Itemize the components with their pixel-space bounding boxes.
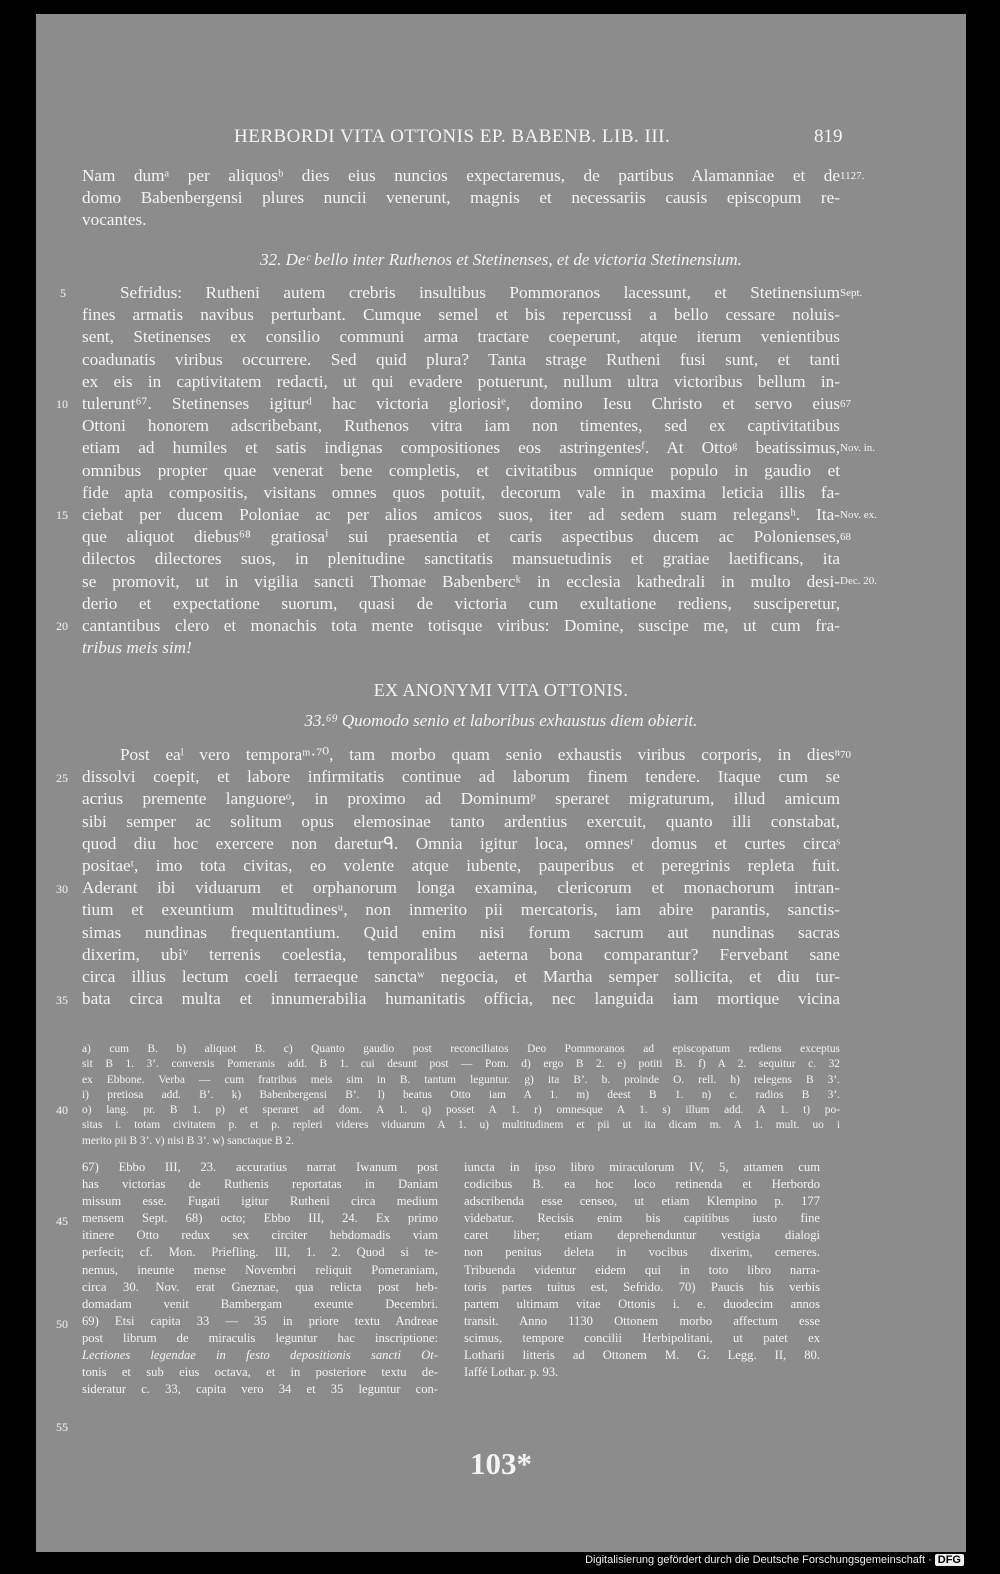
text-line: ex eis in captivitatem redacti, ut qui evadere potuerunt, nullum ultra victoribus bellum in- [82,371,840,391]
note-line: mensem Sept. 68) octo; Ebbo III, 24. Ex primo [82,1211,438,1226]
text-line: Post eaˡ vero temporaᵐ·⁷⁰, tam morbo quam senio exhaustis viribus corporis, in diesⁿ [120,745,840,764]
text-line: acrius premente languoreᵒ, in proximo ad Dominumᵖ speraret migraturum, illud amicum [82,789,840,809]
margin-note-ref: 70 [840,749,851,761]
text-line: bata circa multa et innumerabilia humanitatis officia, nec languida iam mortique vicina [82,989,840,1009]
note-line: missum esse. Fugati igitur Rutheni circa medium [82,1194,438,1209]
note-line: sideratur c. 33, capita vero 34 et 35 leguntur con- [82,1382,438,1397]
line-number: 35 [56,993,68,1007]
apparatus-line: sitas i. totam civitatem p. et p. repleri videres viduarum A 1. u) multitudinem et pii ut ita dicam m. A 1. mult. uo i [82,1119,840,1132]
text-line: Sefridus: Rutheni autem crebris insultibus Pommoranos lacessunt, et Stetinensium [120,283,840,302]
apparatus-line: ex Ebbone. Verba — cum fratribus meis sim in B. tantum leguntur. g) ita B’. b. proinde O. rell. h) relegens B 3’. [82,1073,840,1086]
note-line: scimus, tempore concilii Herbipolitani, ut patet ex [464,1330,820,1345]
note-line: nemus, ineunte mense Novembri reliquit Pomeraniam, [82,1262,438,1277]
note-line: codicibus B. ea hoc loco retinenda et Herbordo [464,1177,820,1192]
running-header [36,126,966,156]
note-line: tonis et sub eius octava, et in posteriore textu de- [82,1365,438,1380]
note-line: Lotharii litteris ad Ottonem M. G. Legg. II, 80. [464,1348,820,1363]
note-line: Lectiones legendae in festo depositionis sancti Ot- [82,1348,438,1363]
text-line: dixerim, ubiᵛ terrenis coelestia, temporalibus aeterna bona comparantur? Fervebant sane [82,944,840,964]
line-number: 15 [56,508,68,522]
text-line: cantantibus clero et monachis tota mente totisque viribus: Domine, suscipe me, ut cum fra- [82,616,840,636]
line-number: 20 [56,619,68,633]
note-line: has victorias de Ruthenis reportatas in Daniam [82,1177,438,1192]
text-line: coadunatis viribus occurrere. Sed quid plura? Tanta strage Rutheni fusi sunt, et tanti [82,349,840,369]
note-line: domadam venit Bambergam exeunte Decembri. [82,1296,438,1311]
note-line: toris partes tuitus est, Sefrido. 70) Paucis his verbis [464,1279,820,1294]
note-line: adscribenda esse censeo, ut etiam Klempino p. 177 [464,1194,820,1209]
chapter-33-heading: 33.⁶⁹ Quomodo senio et laboribus exhaustus diem obierit. [304,711,698,730]
chapter-32-heading: 32. Deᶜ bello inter Ruthenos et Stetinenses, et de victoria Stetinensium. [260,250,742,269]
margin-date: Nov. in. [840,442,876,454]
note-line: caret liber; etiam deprehenduntur vestigia dialogi [464,1228,820,1243]
text-line: tium et exeuntium multitudinesᵘ, non inmerito pii mercatoris, iam abire parantis, sanctis- [82,900,840,920]
note-line: itinere Otto redux sex circiter hebdomadis viam [82,1228,438,1243]
text-line: derio et expectatione suorum, quasi de victoria cum exultatione rediens, susciperetur, [82,593,840,613]
section-title: EX ANONYMI VITA OTTONIS. [373,680,629,700]
text-line: ciebat per ducem Poloniae ac per alios amicos suos, iter ad sedem suam relegansʰ. Ita- [82,505,840,525]
margin-note-ref: 68 [840,531,851,543]
digitization-credit [585,1554,964,1566]
note-line: partem ultimam vitae Ottonis i. e. duodecim annos [464,1296,820,1311]
line-number: 50 [56,1317,68,1331]
apparatus-line: a) cum B. b) aliquot B. c) Quanto gaudio post reconciliatos Deo Pommoranos ad episcopatum rediens exceptus [82,1043,840,1055]
text-line: dilectos dilectores suos, in plenitudine sanctitatis mansuetudinis et gratiae laetificans, ita [82,549,840,569]
text-line: Ottoni honorem adscribebant, Ruthenos vitra iam non timentes, sed ex captivitatibus [82,416,840,436]
text-line: Aderant ibi viduarum et orphanorum longa examina, clericorum et monachorum intran- [82,878,840,898]
text-line: sent, Stetinenses ex consilio communi arma tractare coeperunt, atque iterum venientibus [82,327,840,347]
margin-date: Sept. [840,287,863,299]
note-line: 67) Ebbo III, 23. accuratius narrat Iwanum post [82,1160,438,1174]
text-line: quod diu hoc exercere non dareturᑫ. Omnia igitur loca, omnesʳ domus et curtes circaˢ [82,833,840,853]
text-line: dissolvi coepit, et labore infirmitatis continue ad laborum finem tendere. Itaque cum se [82,767,840,787]
line-number: 45 [56,1214,68,1228]
notes-left-column [82,1159,438,1398]
note-line: iuncta in ipso libro miraculorum IV, 5, attamen cum [464,1160,820,1174]
note-line: Iaffé Lothar. p. 93. [464,1365,559,1380]
apparatus-line: merito pii B 3’. v) nisi B 3’. w) sanctaque B 2. [82,1134,294,1147]
line-number: 40 [56,1103,68,1117]
text-line: vocantes. [82,210,147,230]
margin-year: 1127. [840,170,865,182]
note-line: videbatur. Recisis enim bis capitibus iusto fine [464,1211,820,1226]
text-line: omnibus propter quae venerat bene completis, et civitatibus omnique populo in gaudio et [82,460,840,480]
chapter-33-text [82,744,840,1010]
book-page [36,14,966,1552]
text-line: circa illius lectum coeli terraeque sanctaʷ negocia, et Martha semper sollicita, et diu tur- [82,967,840,987]
notes-right-column [464,1159,820,1381]
chapter-32-text [82,282,840,659]
text-line: sibi semper ac solitum opus elemosinae tanto ardentius exercuit, quanto illi constabat, [82,811,840,831]
note-line: Tribuenda videntur eidem qui in toto libro narra- [464,1262,820,1277]
text-line: fide apta compositis, visitans omnes quos potuit, decorum vale in maxima leticia illis fa- [82,482,840,502]
running-title: HERBORDI VITA OTTONIS EP. BABENB. LIB. III. [234,126,671,147]
note-line: post librum de miraculis leguntur hac inscriptione: [82,1330,438,1345]
note-line: circa 30. Nov. erat Gneznae, qua relicta post heb- [82,1279,438,1294]
dfg-logo: DFG [935,1554,964,1566]
intro-paragraph [82,165,840,232]
margin-date: Nov. ex. [840,509,877,521]
margin-note-ref: 67 [840,398,851,410]
text-line: positaeᵗ, imo tota civitas, eo volente atque iubente, pauperibus et peregrinis repleta fuit. [82,856,840,876]
apparatus-line: i) pretiosa add. B’. k) Babenbergensi B’. l) beatus Otto iam A 1. m) deest B 1. n) c. radios B 3’. [82,1088,840,1101]
margin-date: Dec. 20. [840,575,877,587]
apparatus-line: o) lang. pr. B 1. p) et speraret ad dom. A 1. q) posset A 1. r) omnesque A 1. s) illum add. A 1. t) po- [82,1104,840,1117]
text-line: Nam dumᵃ per aliquosᵇ dies eius nuncios expectaremus, de partibus Alamanniae et de [82,166,840,185]
note-line: transit. Anno 1130 Ottonem morbo affectum esse [464,1313,820,1328]
line-number: 5 [60,286,66,300]
text-line: que aliquot diebus⁶⁸ gratiosaⁱ sui praesentia et caris aspectibus ducem ac Polonienses, [82,527,840,547]
text-line: simas nundinas frequentantium. Quid enim nisi forum sacrum aut nundinas sacras [82,922,840,942]
line-number: 55 [56,1420,68,1434]
line-number: 25 [56,771,68,785]
text-line: tulerunt⁶⁷. Stetinenses igiturᵈ hac victoria gloriosiᵉ, domino Iesu Christo et servo eius [82,394,840,414]
page-number: 819 [814,126,843,147]
text-line: tribus meis sim! [82,638,192,658]
credit-text: Digitalisierung gefördert durch die Deutsche Forschungsgemeinschaft · [585,1554,932,1566]
critical-apparatus [82,1042,840,1149]
note-line: perfecit; cf. Mon. Priefling. III, 1. 2. Quod si te- [82,1245,438,1260]
note-line: 69) Etsi capita 33 — 35 in priore textu Andreae [82,1313,438,1328]
note-line: non penitus deleta in vocibus dixerim, cerneres. [464,1245,820,1260]
text-line: fines armatis navibus perturbant. Cumque semel et bis repercussi a bello cessare noluis- [82,305,840,325]
line-number: 30 [56,882,68,896]
text-line: domo Babenbergensi plures nuncii venerunt, magnis et necessariis causis episcopum re- [82,188,840,208]
sheet-signature: 103* [470,1446,532,1481]
text-line: etiam ad humiles et satis indignas compositiones eos astringentesᶠ. At Ottoᵍ beatissimus, [82,438,840,458]
line-number: 10 [56,397,68,411]
apparatus-line: sit B 1. 3’. conversis Pomeranis add. B 1. cui desunt post — Pom. d) ergo B 2. e) potiti B. f) A 2. sequitur c. 32 [82,1058,840,1071]
text-line: se promovit, ut in vigilia sancti Thomae Babenbercᵏ in ecclesia kathedrali in multo desi- [82,571,840,591]
